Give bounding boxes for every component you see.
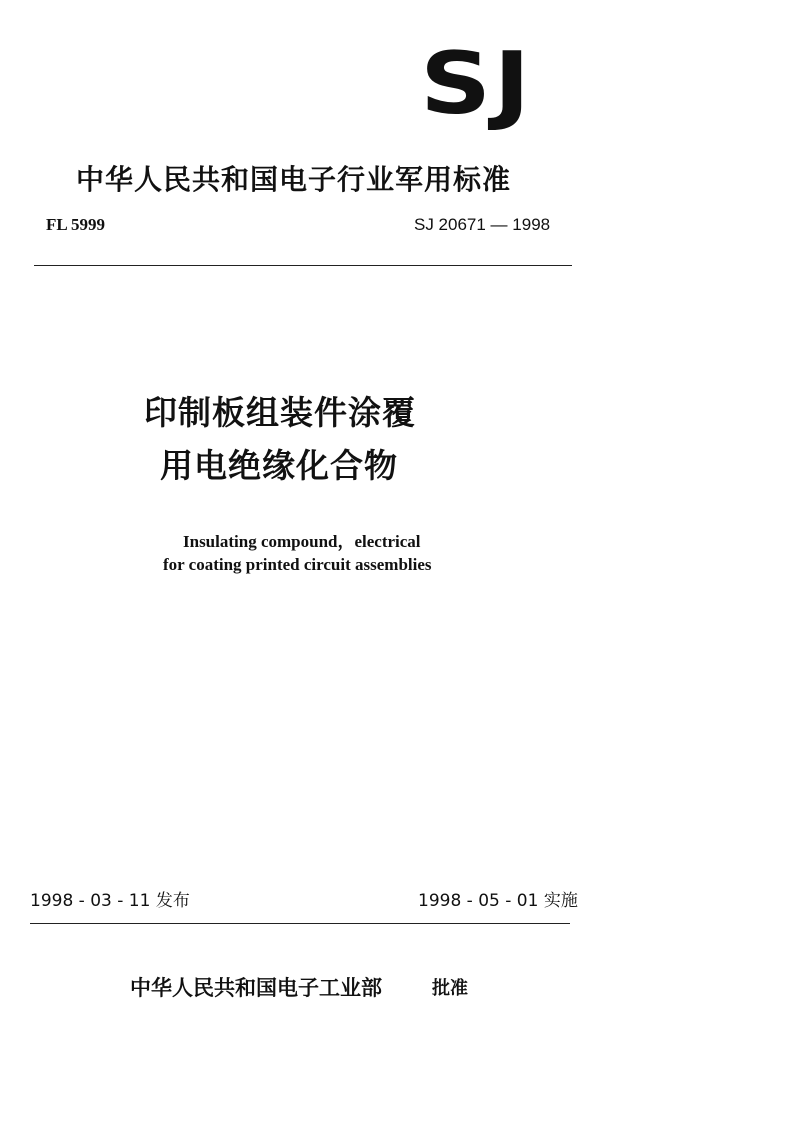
fl-code: FL 5999	[46, 215, 106, 234]
sj-logo: SJ	[420, 34, 533, 134]
top-divider	[34, 265, 572, 266]
title-cn-line2: 用电绝缘化合物	[160, 446, 398, 485]
title-cn-line1: 印制板组装件涂覆	[144, 393, 416, 432]
title-en-line2: for coating printed circuit assemblies	[163, 555, 432, 574]
standard-number: SJ 20671 — 1998	[414, 215, 551, 234]
issue-date: 1998 - 03 - 11 发布	[30, 891, 190, 911]
approve-label: 批准	[432, 978, 468, 999]
approving-authority: 中华人民共和国电子工业部	[130, 976, 382, 1000]
bottom-divider	[30, 923, 570, 924]
implementation-date: 1998 - 05 - 01 实施	[418, 891, 578, 911]
title-en-line1: Insulating compound，electrical	[183, 532, 421, 551]
standard-category: 中华人民共和国电子行业军用标准	[76, 163, 512, 196]
